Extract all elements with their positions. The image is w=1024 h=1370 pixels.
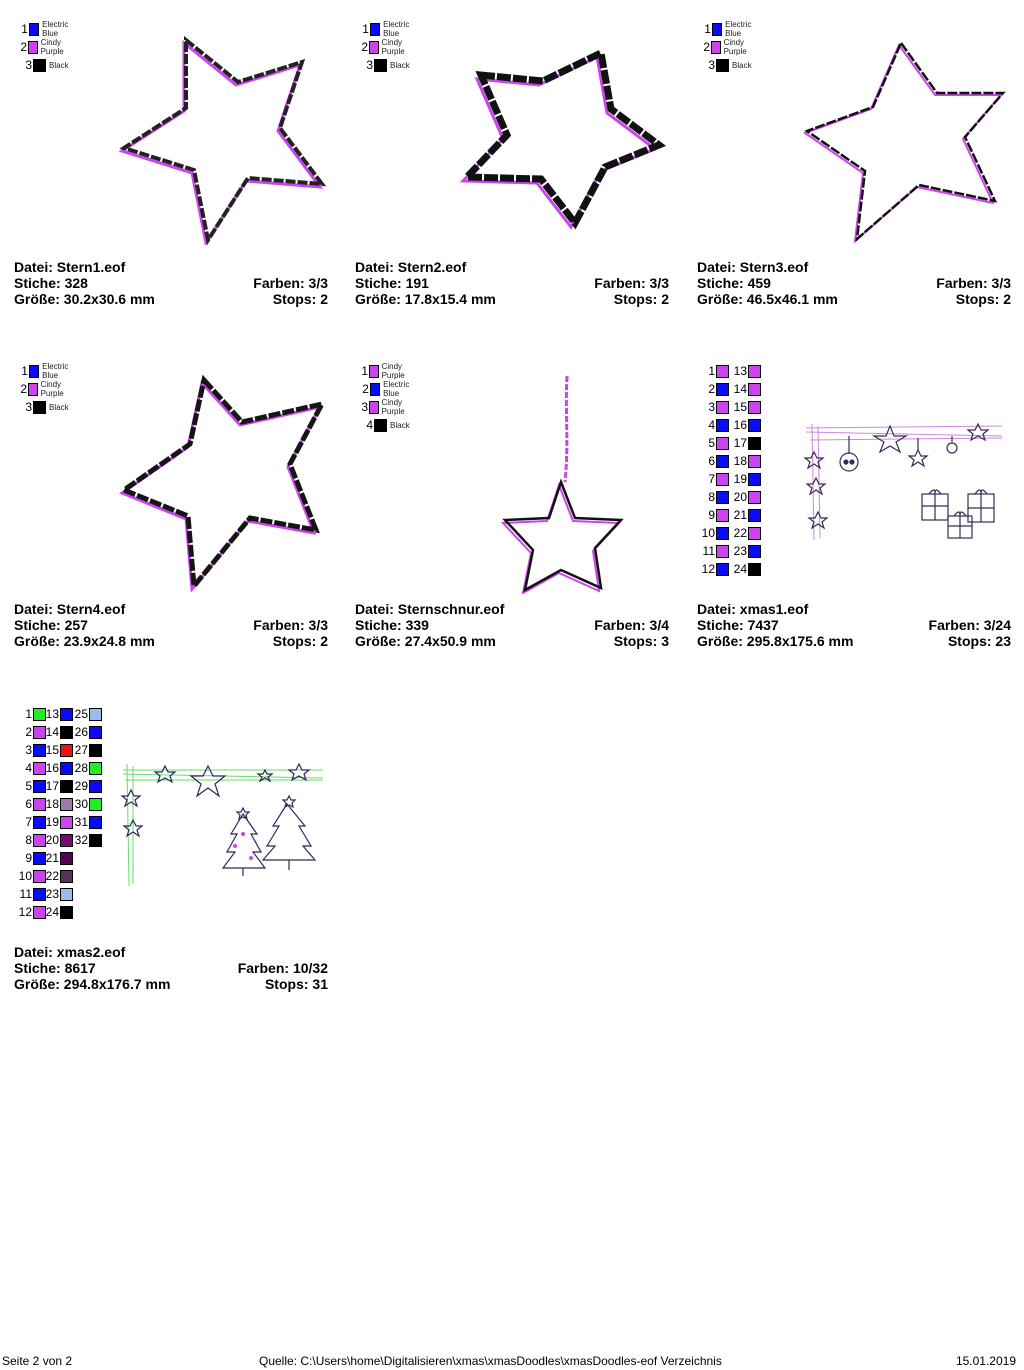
legend-row [357, 362, 413, 380]
color-swatch [60, 816, 73, 829]
legend-color-name: Black [390, 60, 410, 70]
color-swatch [369, 401, 379, 414]
xmas-tree-doodle [119, 760, 329, 888]
legend-number: 9 [25, 851, 32, 865]
legend-cell [45, 741, 73, 759]
legend-number: 11 [702, 544, 715, 558]
legend-number: 4 [366, 418, 373, 432]
legend-cell [733, 362, 761, 380]
legend-cell [74, 795, 102, 813]
color-swatch [748, 401, 761, 414]
legend-cell [16, 813, 46, 831]
legend-number: 19 [45, 815, 59, 829]
legend-number: 19 [733, 472, 747, 486]
legend-cell [699, 560, 729, 578]
legend-number: 15 [45, 743, 59, 757]
color-swatch [89, 780, 102, 793]
legend-number: 31 [74, 815, 88, 829]
color-swatch [374, 419, 387, 432]
legend-cell [45, 777, 73, 795]
legend-number: 3 [25, 58, 32, 72]
legend-cell [733, 452, 761, 470]
legend-cell [74, 831, 102, 849]
legend-number: 3 [708, 400, 715, 414]
color-swatch [29, 365, 39, 378]
legend-number: 3 [366, 58, 373, 72]
legend-color-name: Cindy Purple [723, 38, 747, 56]
color-swatch [60, 726, 73, 739]
color-swatch [716, 563, 729, 576]
color-swatch [89, 744, 102, 757]
design-info: Datei: Sternschnur.eof Stiche: 339 Farben: 3/4 Größe: 27.4x50.9 mm Stops: 3 [355, 601, 669, 649]
legend-number: 1 [361, 364, 369, 378]
legend-color-name: Electric Blue [42, 362, 69, 380]
hanging-star-icon [495, 372, 625, 594]
color-swatch [748, 455, 761, 468]
legend-cell [16, 741, 46, 759]
legend-number: 1 [21, 22, 28, 36]
legend-number: 12 [18, 905, 32, 919]
legend-cell [733, 524, 761, 542]
legend-number: 15 [733, 400, 747, 414]
color-swatch [29, 23, 39, 36]
color-swatch [748, 437, 761, 450]
legend-number: 22 [45, 869, 59, 883]
color-swatch [748, 545, 761, 558]
color-swatch [716, 401, 729, 414]
legend-color-name: Cindy Purple [40, 38, 64, 56]
color-swatch [748, 473, 761, 486]
legend-number: 2 [25, 725, 32, 739]
legend-cell [45, 867, 73, 885]
legend-color-name: Cindy Purple [381, 398, 405, 416]
legend-cell [45, 849, 73, 867]
legend-number: 20 [45, 833, 59, 847]
legend-color-name: Cindy Purple [40, 380, 64, 398]
legend-number: 2 [703, 40, 711, 54]
legend-number: 3 [708, 58, 715, 72]
legend-cell [699, 542, 729, 560]
legend-number: 8 [25, 833, 32, 847]
color-swatch [716, 473, 729, 486]
legend-number: 24 [733, 562, 747, 576]
legend-cell [733, 488, 761, 506]
legend-color-name: Black [390, 420, 410, 430]
legend-row [16, 380, 72, 398]
legend-cell [16, 867, 46, 885]
legend-cell [733, 380, 761, 398]
legend-row [357, 416, 410, 434]
legend-cell [699, 362, 729, 380]
legend-row [16, 398, 69, 416]
legend-number: 4 [708, 418, 715, 432]
color-swatch [748, 491, 761, 504]
color-swatch [748, 365, 761, 378]
legend-number: 7 [25, 815, 32, 829]
legend-number: 3 [25, 400, 32, 414]
legend-cell [74, 813, 102, 831]
design-info: Datei: Stern1.eof Stiche: 328 Farben: 3/3 Größe: 30.2x30.6 mm Stops: 2 [14, 259, 328, 307]
legend-number: 3 [361, 400, 369, 414]
legend-number: 29 [74, 779, 88, 793]
color-swatch [370, 23, 380, 36]
legend-cell [74, 723, 102, 741]
legend-cell [74, 705, 102, 723]
legend-number: 2 [20, 40, 28, 54]
legend-number: 21 [733, 508, 747, 522]
legend-color-name: Electric Blue [383, 20, 410, 38]
legend-number: 23 [733, 544, 747, 558]
design-card-sternschnur [355, 342, 671, 672]
legend-row [357, 398, 413, 416]
legend-row [357, 38, 413, 56]
legend-cell [16, 723, 46, 741]
legend-row [357, 56, 410, 74]
color-swatch [89, 762, 102, 775]
legend-cell [74, 741, 102, 759]
legend-cell [16, 705, 46, 723]
design-info: Datei: xmas2.eof Stiche: 8617 Farben: 10/32 Größe: 294.8x176.7 mm Stops: 31 [14, 944, 328, 992]
color-swatch [60, 744, 73, 757]
legend-cell [699, 398, 729, 416]
legend-cell [16, 885, 46, 903]
legend-number: 1 [362, 22, 369, 36]
color-swatch [89, 834, 102, 847]
legend-number: 2 [361, 40, 369, 54]
color-swatch [28, 383, 38, 396]
legend-number: 4 [25, 761, 32, 775]
legend-number: 5 [25, 779, 32, 793]
legend-number: 10 [701, 526, 715, 540]
legend-number: 18 [733, 454, 747, 468]
legend-number: 1 [21, 364, 28, 378]
legend-cell [45, 885, 73, 903]
legend-color-name: Black [49, 402, 69, 412]
footer-source-path: Quelle: C:\Users\home\Digitalisieren\xmas\xmasDoodles\xmasDoodles-eof Verzeichnis [259, 1354, 722, 1368]
legend-row [16, 20, 75, 38]
legend-number: 14 [45, 725, 59, 739]
star-outline-icon [797, 35, 1017, 245]
color-swatch [60, 708, 73, 721]
legend-number: 21 [45, 851, 59, 865]
legend-number: 16 [733, 418, 747, 432]
legend-number: 20 [733, 490, 747, 504]
legend-cell [699, 470, 729, 488]
legend-number: 22 [733, 526, 747, 540]
legend-cell [699, 434, 729, 452]
star-outline-icon [455, 45, 675, 235]
legend-cell [16, 849, 46, 867]
color-swatch [711, 41, 721, 54]
color-swatch [28, 41, 38, 54]
legend-cell [16, 777, 46, 795]
color-swatch [60, 798, 73, 811]
color-swatch [748, 419, 761, 432]
legend-number: 10 [18, 869, 32, 883]
legend-number: 13 [45, 707, 59, 721]
legend-cell [16, 831, 46, 849]
legend-row [16, 56, 69, 74]
legend-number: 18 [45, 797, 59, 811]
legend-row [357, 20, 416, 38]
xmas-corner-doodle [802, 420, 1007, 545]
legend-number: 23 [45, 887, 59, 901]
color-swatch [716, 437, 729, 450]
legend-cell [699, 488, 729, 506]
legend-row [699, 38, 755, 56]
design-info: Datei: Stern4.eof Stiche: 257 Farben: 3/3 Größe: 23.9x24.8 mm Stops: 2 [14, 601, 328, 649]
legend-number: 12 [701, 562, 715, 576]
design-card-stern4 [14, 342, 330, 672]
design-card-stern1 [14, 0, 330, 330]
color-swatch [33, 59, 46, 72]
legend-number: 7 [708, 472, 715, 486]
legend-number: 16 [45, 761, 59, 775]
legend-number: 3 [25, 743, 32, 757]
design-card-xmas2 [14, 685, 330, 1015]
color-swatch [60, 762, 73, 775]
legend-number: 14 [733, 382, 747, 396]
color-swatch [89, 816, 102, 829]
legend-number: 27 [74, 743, 88, 757]
legend-cell [699, 416, 729, 434]
legend-number: 2 [708, 382, 715, 396]
legend-number: 2 [362, 382, 369, 396]
legend-number: 11 [19, 887, 32, 901]
design-card-stern2 [355, 0, 671, 330]
legend-cell [733, 398, 761, 416]
legend-cell [45, 903, 73, 921]
legend-cell [733, 434, 761, 452]
color-swatch [716, 455, 729, 468]
legend-number: 1 [704, 22, 711, 36]
color-swatch [716, 491, 729, 504]
design-info: Datei: Stern2.eof Stiche: 191 Farben: 3/3 Größe: 17.8x15.4 mm Stops: 2 [355, 259, 669, 307]
design-info: Datei: xmas1.eof Stiche: 7437 Farben: 3/24 Größe: 295.8x175.6 mm Stops: 23 [697, 601, 1011, 649]
legend-row [357, 380, 416, 398]
color-swatch [60, 906, 73, 919]
color-swatch [60, 780, 73, 793]
design-card-xmas1 [697, 342, 1013, 672]
legend-number: 6 [708, 454, 715, 468]
color-swatch [716, 365, 729, 378]
color-swatch [89, 726, 102, 739]
legend-cell [699, 524, 729, 542]
legend-number: 2 [20, 382, 28, 396]
legend-number: 17 [45, 779, 59, 793]
design-card-stern3 [697, 0, 1013, 330]
color-swatch [716, 419, 729, 432]
legend-cell [74, 759, 102, 777]
color-swatch [60, 852, 73, 865]
legend-cell [699, 506, 729, 524]
legend-cell [45, 705, 73, 723]
color-swatch [369, 41, 379, 54]
footer-date: 15.01.2019 [955, 1354, 1016, 1368]
legend-number: 32 [74, 833, 88, 847]
legend-number: 1 [708, 364, 715, 378]
legend-number: 26 [74, 725, 88, 739]
color-swatch [716, 383, 729, 396]
legend-number: 1 [25, 707, 32, 721]
legend-cell [699, 452, 729, 470]
color-swatch [60, 888, 73, 901]
legend-row [16, 38, 72, 56]
color-swatch [748, 383, 761, 396]
legend-cell [16, 759, 46, 777]
legend-number: 17 [733, 436, 747, 450]
color-swatch [60, 870, 73, 883]
legend-cell [733, 470, 761, 488]
legend-number: 25 [74, 707, 88, 721]
legend-number: 30 [74, 797, 88, 811]
color-swatch [89, 708, 102, 721]
legend-cell [733, 506, 761, 524]
color-swatch [89, 798, 102, 811]
legend-cell [16, 903, 46, 921]
legend-cell [45, 795, 73, 813]
color-swatch [748, 527, 761, 540]
color-swatch [374, 59, 387, 72]
color-swatch [60, 834, 73, 847]
color-swatch [33, 401, 46, 414]
color-swatch [716, 59, 729, 72]
legend-row [699, 56, 752, 74]
legend-cell [45, 759, 73, 777]
color-swatch [748, 509, 761, 522]
legend-color-name: Cindy Purple [381, 362, 405, 380]
legend-number: 13 [733, 364, 747, 378]
legend-color-name: Electric Blue [725, 20, 752, 38]
legend-cell [16, 795, 46, 813]
legend-cell [74, 777, 102, 795]
footer-page-number: Seite 2 von 2 [2, 1354, 73, 1368]
legend-cell [733, 560, 761, 578]
legend-cell [699, 380, 729, 398]
color-swatch [370, 383, 380, 396]
color-swatch [716, 527, 729, 540]
legend-number: 28 [74, 761, 88, 775]
legend-number: 6 [25, 797, 32, 811]
legend-number: 5 [708, 436, 715, 450]
legend-cell [733, 542, 761, 560]
design-info: Datei: Stern3.eof Stiche: 459 Farben: 3/3 Größe: 46.5x46.1 mm Stops: 2 [697, 259, 1011, 307]
legend-color-name: Cindy Purple [381, 38, 405, 56]
legend-cell [45, 813, 73, 831]
legend-row [16, 362, 75, 380]
color-swatch [716, 509, 729, 522]
legend-cell [45, 723, 73, 741]
legend-color-name: Electric Blue [42, 20, 69, 38]
legend-cell [45, 831, 73, 849]
color-swatch [712, 23, 722, 36]
legend-color-name: Black [49, 60, 69, 70]
color-swatch [716, 545, 729, 558]
color-swatch [369, 365, 379, 378]
legend-number: 24 [45, 905, 59, 919]
star-outline-icon [114, 372, 334, 592]
color-swatch [748, 563, 761, 576]
legend-number: 9 [708, 508, 715, 522]
legend-number: 8 [708, 490, 715, 504]
legend-color-name: Electric Blue [383, 380, 410, 398]
star-outline-icon [114, 30, 334, 245]
legend-cell [733, 416, 761, 434]
legend-color-name: Black [732, 60, 752, 70]
legend-row [699, 20, 758, 38]
